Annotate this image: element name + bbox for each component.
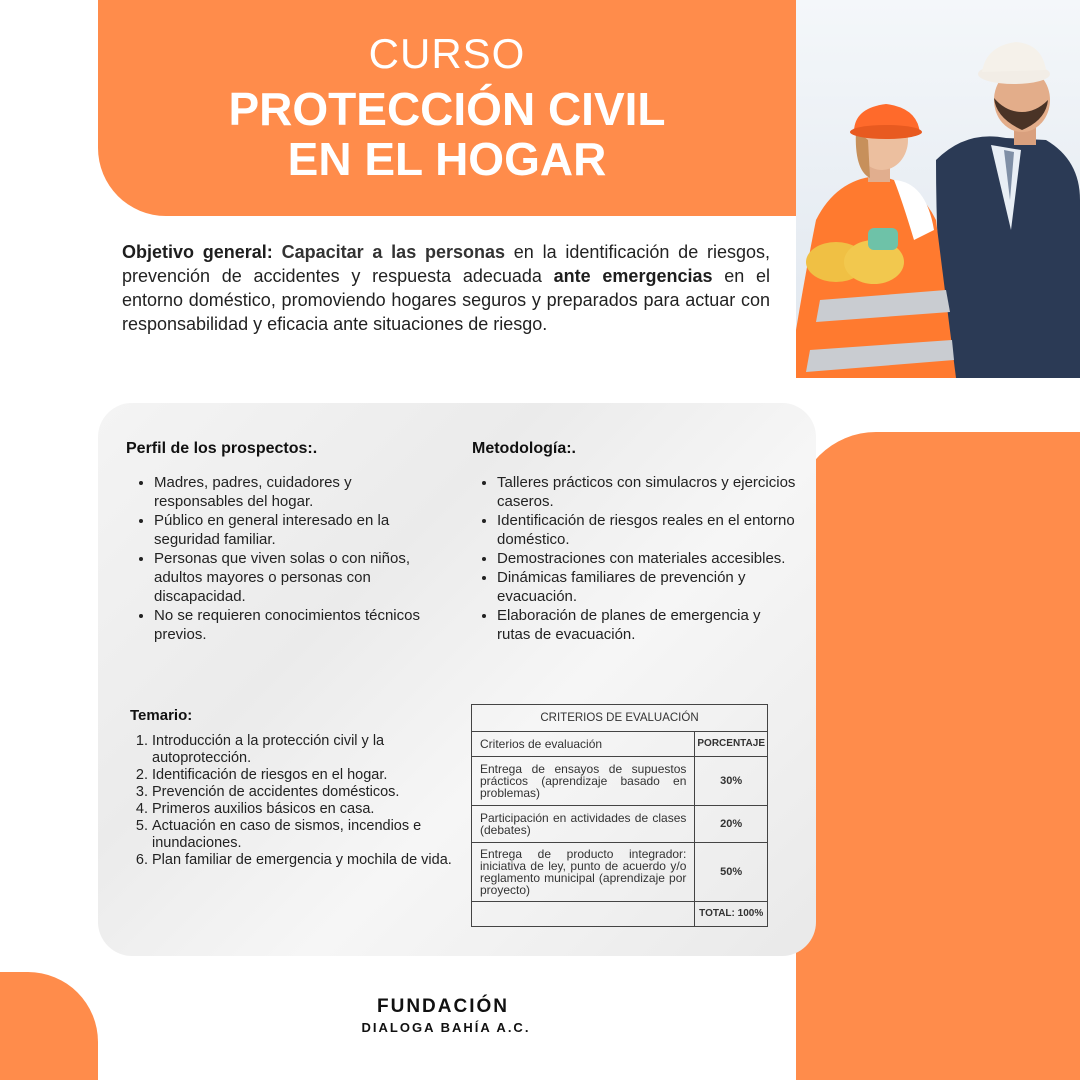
table-row (472, 757, 768, 806)
objective-bold-2: ante emergencias (553, 266, 713, 286)
list-item: • Identificación de riesgos reales en el entorno doméstico. (497, 511, 797, 549)
list-item: 2. Identificación de riesgos en el hogar. (152, 767, 452, 784)
table-cell-porcentaje: 20% (695, 806, 768, 843)
objective-lead: Objetivo general: (122, 242, 273, 262)
table-cell-criterio: Entrega de ensayos de supuestos prácticos (aprendizaje basado en problemas) (472, 757, 695, 806)
perfil-list (124, 473, 424, 644)
evaluation-table-caption: CRITERIOS DE EVALUACIÓN (472, 705, 768, 732)
course-title (98, 84, 796, 184)
objective-paragraph (122, 240, 770, 336)
list-item: • Elaboración de planes de emergencia y rutas de evacuación. (497, 606, 797, 644)
table-cell-criterio: Participación en actividades de clases (debates) (472, 806, 695, 843)
list-item: • Público en general interesado en la seguridad familiar. (154, 511, 424, 549)
table-row (472, 806, 768, 843)
list-item: 4. Primeros auxilios básicos en casa. (152, 801, 452, 818)
course-label: CURSO (368, 30, 526, 77)
list-item: • Dinámicas familiares de prevención y evacuación. (497, 568, 797, 606)
temario-title: Temario: (130, 707, 193, 724)
table-cell-porcentaje: 50% (695, 843, 768, 902)
objective-text-1: en la identificación de riesgos, prevención de accidentes y respuesta adecuada (122, 242, 770, 286)
objective-bold-1: Capacitar a las personas (281, 242, 506, 262)
list-item: 5. Actuación en caso de sismos, incendios e inundaciones. (152, 818, 452, 852)
evaluation-total: TOTAL: 100% (695, 902, 768, 927)
workers-illustration (796, 0, 1080, 378)
evaluation-table (471, 704, 768, 927)
table-cell-criterio: Entrega de producto integrador: iniciativa de ley, punto de acuerdo y/o reglamento municipal (aprendizaje por proyecto) (472, 843, 695, 902)
temario-list (122, 733, 452, 869)
list-item: 3. Prevención de accidentes domésticos. (152, 784, 452, 801)
foundation-name-line-1: FUNDACIÓN (377, 996, 509, 1017)
course-title-line-1: PROTECCIÓN CIVIL (228, 83, 666, 135)
list-item: • Personas que viven solas o con niños, adultos mayores o personas con discapacidad. (154, 549, 424, 606)
list-item: 6. Plan familiar de emergencia y mochila de vida. (152, 852, 452, 869)
evaluation-percentage-header: PORCENTAJE (695, 732, 768, 757)
list-item: • Madres, padres, cuidadores y responsables del hogar. (154, 473, 424, 511)
table-row (472, 843, 768, 902)
list-item: 1. Introducción a la protección civil y la autoprotección. (152, 733, 452, 767)
table-cell-empty (472, 902, 695, 927)
perfil-title: Perfil de los prospectos:. (126, 440, 318, 457)
list-item: • Demostraciones con materiales accesibles. (497, 549, 797, 568)
workers-photo (796, 0, 1080, 378)
course-title-line-2: EN EL HOGAR (287, 133, 607, 185)
list-item: • Talleres prácticos con simulacros y ejercicios caseros. (497, 473, 797, 511)
metodologia-list (467, 473, 797, 644)
foundation-name-line-2: DIALOGA BAHÍA A.C. (361, 1020, 531, 1035)
right-accent-shape (796, 432, 1080, 1080)
objective-text-2: en el entorno doméstico, promoviendo hogares seguros y preparados para actuar con responsabilidad y eficacia ante situaciones de riesgo. (122, 266, 770, 334)
table-row (472, 902, 768, 927)
evaluation-criteria-header: Criterios de evaluación (472, 732, 695, 757)
list-item: • No se requieren conocimientos técnicos previos. (154, 606, 424, 644)
metodologia-title: Metodología:. (472, 440, 576, 457)
table-cell-porcentaje: 30% (695, 757, 768, 806)
